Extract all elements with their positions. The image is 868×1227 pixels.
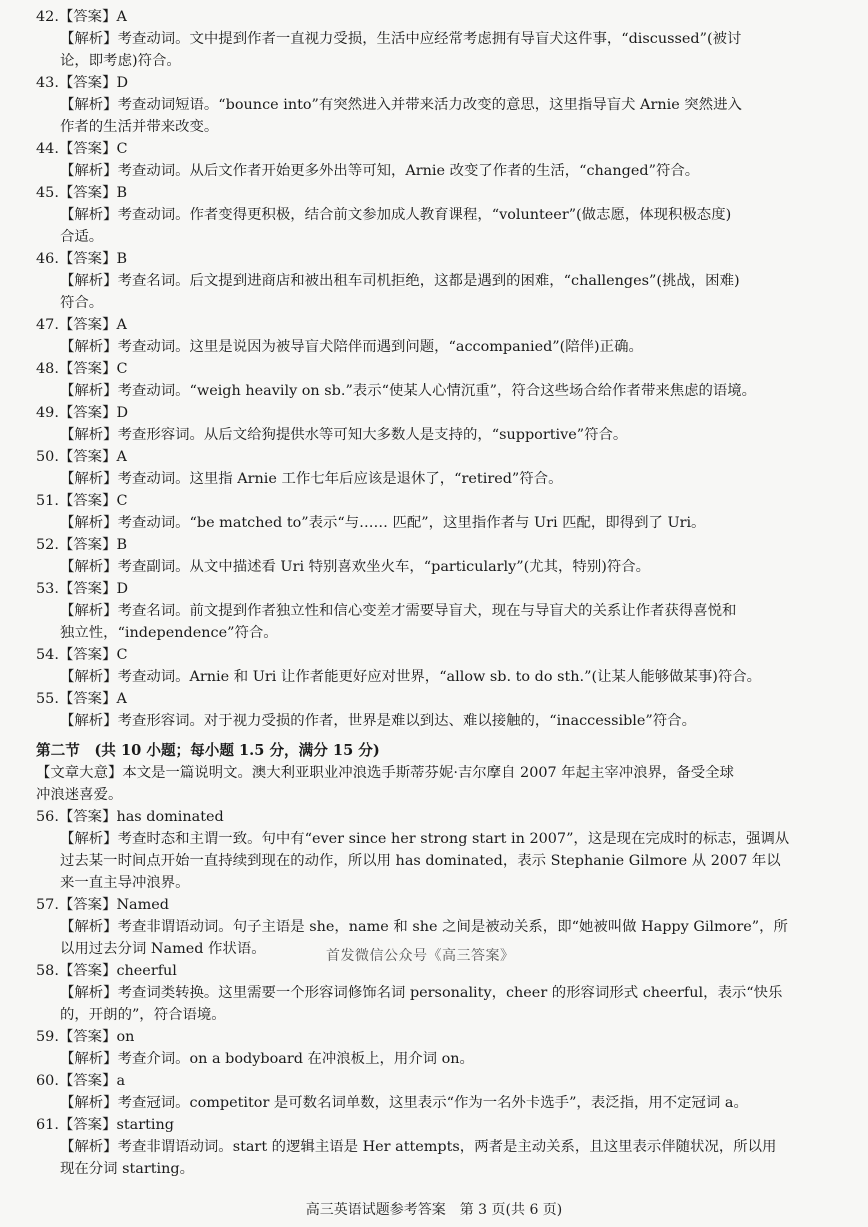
answer-item — [36, 72, 836, 138]
explanation-line: 【解析】考查非谓语动词。句子主语是 she，name 和 she 之间是被动关系，即“她被叫做 Happy Gilmore”，所 — [60, 919, 788, 935]
answer-text: 【答案】A — [58, 317, 127, 333]
page-footer: 高三英语试题参考答案 第 3 页(共 6 页) — [305, 1202, 563, 1218]
answer-line — [36, 248, 836, 270]
question-number: 46 — [36, 251, 55, 267]
number-dot: . — [54, 581, 59, 597]
number-dot: . — [54, 897, 59, 913]
answer-text: 【答案】B — [58, 251, 128, 267]
number-dot: . — [54, 963, 59, 979]
explanation-line: 【解析】考查名词。后文提到进商店和被出租车司机拒绝，这都是遇到的困难，“challenges”(挑战，困难) — [60, 273, 740, 289]
explanation-line: 【解析】考查词类转换。这里需要一个形容词修饰名词 personality，cheer 的形容词形式 cheerful，表示“快乐 — [60, 985, 783, 1001]
answer-line — [36, 138, 836, 160]
number-dot: . — [54, 537, 59, 553]
answer-item — [36, 1114, 836, 1180]
explanation-line: 【解析】考查时态和主谓一致。句中有“ever since her strong start in 2007”，这是现在完成时的标志，强调从 — [60, 831, 790, 847]
explanation-line: 合适。 — [60, 229, 104, 245]
answer-line — [36, 1114, 836, 1136]
answer-item — [36, 578, 836, 644]
number-dot: . — [54, 141, 59, 157]
question-number: 58 — [36, 963, 55, 979]
number-dot: . — [54, 9, 59, 25]
explanation-line: 【解析】考查动词。作者变得更积极，结合前文参加成人教育课程，“volunteer”(做志愿，体现积极态度) — [60, 207, 732, 223]
answer-item — [36, 182, 836, 248]
question-number: 55 — [36, 691, 55, 707]
number-dot: . — [54, 251, 59, 267]
answer-item — [36, 806, 836, 894]
question-number: 42 — [36, 9, 55, 25]
explanation-line: 【解析】考查冠词。competitor 是可数名词单数，这里表示“作为一名外卡选手”，表泛指，用不定冠词 a。 — [60, 1095, 748, 1111]
answer-item — [36, 248, 836, 314]
number-dot: . — [54, 1117, 59, 1133]
question-number: 48 — [36, 361, 55, 377]
number-dot: . — [54, 185, 59, 201]
answer-text: 【答案】starting — [58, 1117, 174, 1133]
answer-line — [36, 182, 836, 204]
answer-text: 【答案】C — [58, 361, 128, 377]
explanation-line: 【解析】考查动词。文中提到作者一直视力受损，生活中应经常考虑拥有导盲犬这件事，“discussed”(被讨 — [60, 31, 742, 47]
answer-text: 【答案】B — [58, 537, 128, 553]
answer-item — [36, 402, 836, 446]
answer-text: 【答案】C — [58, 141, 128, 157]
question-number: 52 — [36, 537, 55, 553]
explanation-line: 【解析】考查动词。“weigh heavily on sb.”表示“使某人心情沉重”，符合这些场合给作者带来焦虑的语境。 — [60, 383, 757, 399]
number-dot: . — [54, 405, 59, 421]
explanation-line: 的，开朗的”，符合语境。 — [60, 1007, 226, 1023]
answer-text: 【答案】a — [58, 1073, 126, 1089]
question-number: 49 — [36, 405, 55, 421]
question-number: 45 — [36, 185, 55, 201]
answer-text: 【答案】C — [58, 647, 128, 663]
answer-text: 【答案】D — [58, 75, 128, 91]
answer-line — [36, 534, 836, 556]
answer-line — [36, 402, 836, 424]
question-number: 53 — [36, 581, 55, 597]
answer-line — [36, 1026, 836, 1048]
answer-text: 【答案】A — [58, 691, 127, 707]
section-heading: 第二节 (共 10 小题；每小题 1.5 分，满分 15 分) — [36, 742, 380, 759]
question-number: 54 — [36, 647, 55, 663]
answer-line — [36, 314, 836, 336]
question-number: 57 — [36, 897, 55, 913]
answer-item — [36, 960, 836, 1026]
number-dot: . — [54, 361, 59, 377]
answer-text: 【答案】D — [58, 581, 128, 597]
answer-item — [36, 6, 836, 72]
number-dot: . — [54, 1029, 59, 1045]
question-number: 44 — [36, 141, 55, 157]
answer-text: 【答案】on — [58, 1029, 135, 1045]
number-dot: . — [54, 449, 59, 465]
answer-line — [36, 1070, 836, 1092]
explanation-line: 【解析】考查形容词。从后文给狗提供水等可知大多数人是支持的，“supportive”符合。 — [60, 427, 628, 443]
answer-item — [36, 688, 836, 732]
question-number: 51 — [36, 493, 55, 509]
explanation-line: 【解析】考查介词。on a bodyboard 在冲浪板上，用介词 on。 — [60, 1051, 474, 1067]
answer-line — [36, 578, 836, 600]
question-number: 60 — [36, 1073, 55, 1089]
number-dot: . — [54, 691, 59, 707]
answer-text: 【答案】cheerful — [58, 963, 177, 979]
number-dot: . — [54, 809, 59, 825]
explanation-line: 【解析】考查非谓语动词。start 的逻辑主语是 Her attempts，两者是主动关系，且这里表示伴随状况，所以用 — [60, 1139, 777, 1155]
explanation-line: 【解析】考查动词。这里是说因为被导盲犬陪伴而遇到问题，“accompanied”(陪伴)正确。 — [60, 339, 643, 355]
number-dot: . — [54, 1073, 59, 1089]
summary-line: 【文章大意】本文是一篇说明文。澳大利亚职业冲浪选手斯蒂芬妮·吉尔摩自 2007 年起主宰冲浪界，备受全球 — [36, 765, 734, 781]
explanation-line: 【解析】考查形容词。对于视力受损的作者，世界是难以到达、难以接触的，“inaccessible”符合。 — [60, 713, 696, 729]
answer-item — [36, 644, 836, 688]
explanation-line: 【解析】考查动词。Arnie 和 Uri 让作者能更好应对世界，“allow sb. to do sth.”(让某人能够做某事)符合。 — [60, 669, 762, 685]
answer-text: 【答案】Named — [58, 897, 169, 913]
watermark-text: 首发微信公众号《高三答案》 — [326, 948, 515, 964]
question-number: 59 — [36, 1029, 55, 1045]
explanation-line: 【解析】考查动词。“be matched to”表示“与…… 匹配”，这里指作者与 Uri 匹配，即得到了 Uri。 — [60, 515, 706, 531]
explanation-line: 论，即考虑)符合。 — [60, 53, 181, 69]
answer-line — [36, 446, 836, 468]
answer-line — [36, 894, 836, 916]
answer-item — [36, 358, 836, 402]
explanation-line: 【解析】考查副词。从文中描述看 Uri 特别喜欢坐火车，“particularly”(尤其，特别)符合。 — [60, 559, 650, 575]
explanation-line: 符合。 — [60, 295, 104, 311]
answer-text: 【答案】A — [58, 449, 127, 465]
number-dot: . — [54, 493, 59, 509]
answer-line — [36, 490, 836, 512]
answer-text: 【答案】has dominated — [58, 809, 224, 825]
number-dot: . — [54, 647, 59, 663]
question-number: 61 — [36, 1117, 55, 1133]
answer-text: 【答案】D — [58, 405, 128, 421]
number-dot: . — [54, 75, 59, 91]
explanation-line: 来一直主导冲浪界。 — [60, 875, 190, 891]
answer-item — [36, 446, 836, 490]
number-dot: . — [54, 317, 59, 333]
answer-line — [36, 72, 836, 94]
explanation-line: 独立性，“independence”符合。 — [60, 625, 278, 641]
explanation-line: 【解析】考查名词。前文提到作者独立性和信心变差才需要导盲犬，现在与导盲犬的关系让作者获得喜悦和 — [60, 603, 737, 619]
question-number: 43 — [36, 75, 55, 91]
answer-line — [36, 688, 836, 710]
explanation-line: 过去某一时间点开始一直持续到现在的动作，所以用 has dominated，表示 Stephanie Gilmore 从 2007 年以 — [60, 853, 781, 869]
question-number: 47 — [36, 317, 55, 333]
answer-text: 【答案】C — [58, 493, 128, 509]
explanation-line: 作者的生活并带来改变。 — [60, 119, 219, 135]
answer-line — [36, 806, 836, 828]
explanation-line: 【解析】考查动词。从后文作者开始更多外出等可知，Arnie 改变了作者的生活，“changed”符合。 — [60, 163, 700, 179]
explanation-line: 以用过去分词 Named 作状语。 — [60, 941, 266, 957]
answer-line — [36, 6, 836, 28]
answer-item — [36, 1070, 836, 1114]
answers-part-1 — [36, 6, 836, 732]
answer-text: 【答案】B — [58, 185, 128, 201]
answer-text: 【答案】A — [58, 9, 127, 25]
answer-item — [36, 138, 836, 182]
answer-item — [36, 534, 836, 578]
explanation-line: 【解析】考查动词。这里指 Arnie 工作七年后应该是退休了，“retired”符合。 — [60, 471, 563, 487]
answer-line — [36, 358, 836, 380]
answer-item — [36, 490, 836, 534]
answer-item — [36, 1026, 836, 1070]
explanation-line: 现在分词 starting。 — [60, 1161, 195, 1177]
summary-line: 冲浪迷喜爱。 — [36, 787, 123, 803]
explanation-line: 【解析】考查动词短语。“bounce into”有突然进入并带来活力改变的意思，这里指导盲犬 Arnie 突然进入 — [60, 97, 742, 113]
question-number: 50 — [36, 449, 55, 465]
answer-item — [36, 314, 836, 358]
answer-line — [36, 644, 836, 666]
question-number: 56 — [36, 809, 55, 825]
